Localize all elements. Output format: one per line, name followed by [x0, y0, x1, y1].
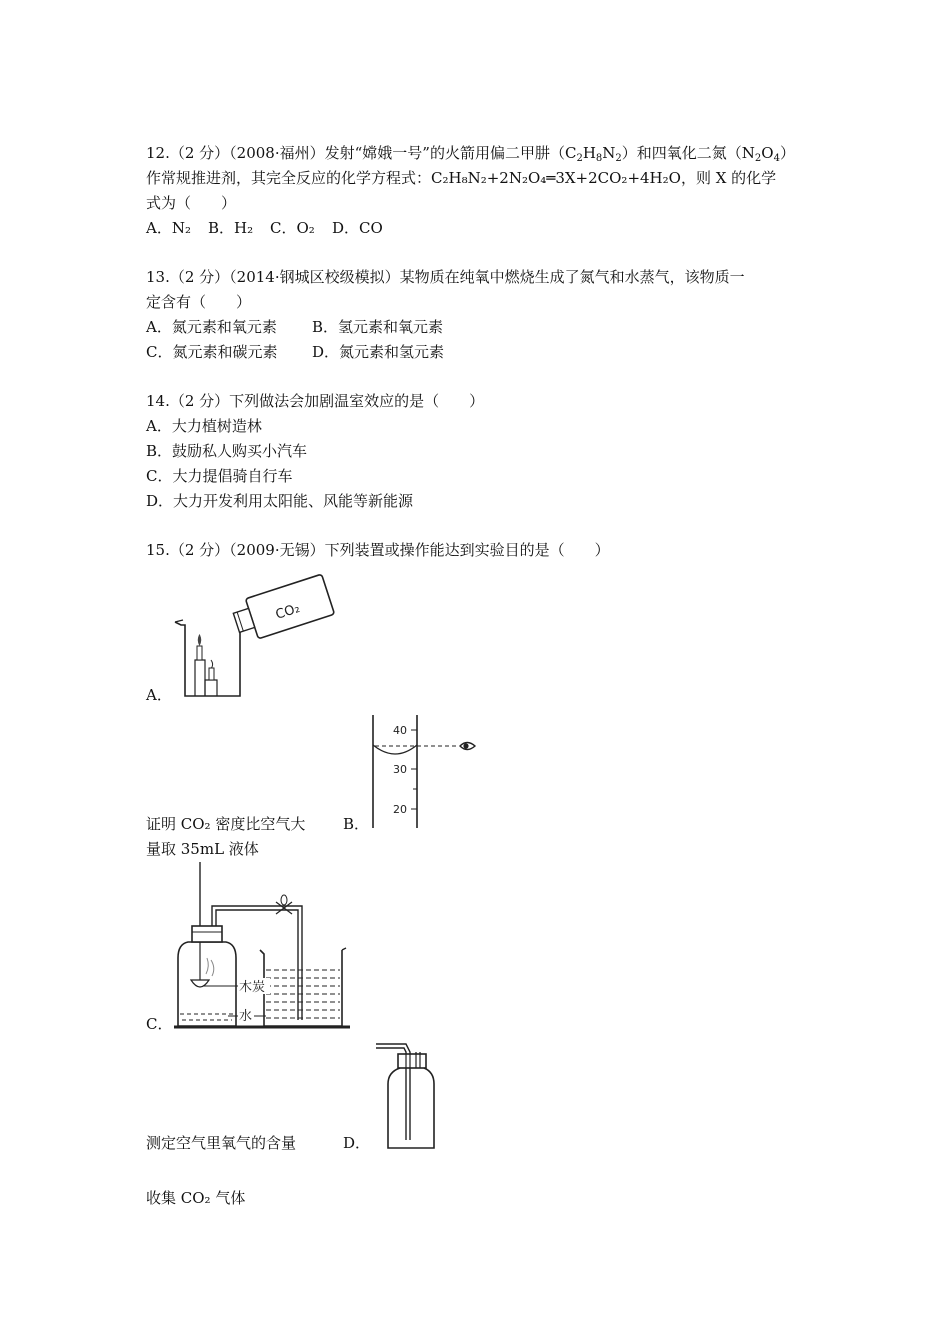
q15-option-c-label[interactable]: C．	[146, 1015, 173, 1033]
q15-b-figure	[365, 713, 485, 833]
q14-option-b[interactable]: B．鼓励私人购买小汽车	[146, 442, 308, 460]
q15-c-figure	[170, 862, 355, 1034]
q15-option-d-label[interactable]: D．	[343, 1134, 371, 1152]
q13-line1: 13.（2 分）（2014·钢城区校级模拟）某物质在纯氧中燃烧生成了氮气和水蒸气，该物质一	[146, 268, 745, 286]
q14-line1: 14.（2 分）下列做法会加剧温室效应的是（ ）	[146, 392, 485, 410]
q13-option-c[interactable]: C．氮元素和碳元素	[146, 343, 278, 361]
q15-option-c-caption: 测定空气里氧气的含量	[146, 1134, 297, 1152]
q15-b-tick-30: 30	[393, 763, 407, 776]
q14-option-d[interactable]: D．大力开发利用太阳能、风能等新能源	[146, 492, 414, 510]
q13-option-d[interactable]: D．氮元素和氢元素	[312, 343, 445, 361]
q15-b-tick-40: 40	[393, 724, 407, 737]
q15-a-figure	[165, 568, 340, 703]
q13-option-a[interactable]: A．氮元素和氧元素	[146, 318, 277, 336]
q12-line2: 作常规推进剂，其完全反应的化学方程式：C₂H₈N₂+2N₂O₄═3X+2CO₂+4H₂O，则 X 的化学	[146, 169, 777, 187]
q15-option-a-caption: 证明 CO₂ 密度比空气大	[146, 815, 306, 833]
q13-options-row1	[146, 317, 443, 337]
q12-option-d[interactable]: D．CO	[332, 219, 383, 237]
q12-option-c[interactable]: C．O₂	[270, 219, 315, 237]
q12-options	[146, 218, 383, 238]
eye-icon	[460, 743, 475, 750]
q15-option-b-label[interactable]: B．	[343, 815, 370, 833]
q15-option-b-caption: 量取 35mL 液体	[146, 840, 259, 858]
q15-line1: 15.（2 分）（2009·无锡）下列装置或操作能达到实验目的是（ ）	[146, 541, 610, 559]
q14-option-c[interactable]: C．大力提倡骑自行车	[146, 467, 293, 485]
q15-d-figure	[372, 1042, 442, 1152]
q13-line2: 定含有（ ）	[146, 293, 252, 311]
q12-line1: 12.（2 分）（2008·福州）发射“嫦娥一号”的火箭用偏二甲肼$(C_2H_8N_2)$和四氧化二氮$(N_2O_4)$	[146, 144, 795, 164]
q13-options-row2	[146, 342, 444, 362]
q12-option-a[interactable]: A．N₂	[146, 219, 191, 237]
q14-option-a[interactable]: A．大力植树造林	[146, 417, 262, 435]
q15-option-a-label[interactable]: A．	[146, 686, 172, 704]
q13-option-b[interactable]: B．氢元素和氧元素	[312, 318, 444, 336]
q12-line3: 式为（ ）	[146, 194, 237, 212]
q15-a-bottle-label: CO₂	[273, 600, 302, 623]
q12-option-b[interactable]: B．H₂	[208, 219, 254, 237]
q15-b-tick-20: 20	[393, 803, 407, 816]
q15-option-d-caption: 收集 CO₂ 气体	[146, 1189, 246, 1207]
q15-c-label-water: 水	[239, 1009, 253, 1024]
q15-c-label-charcoal: 木炭	[239, 980, 266, 995]
